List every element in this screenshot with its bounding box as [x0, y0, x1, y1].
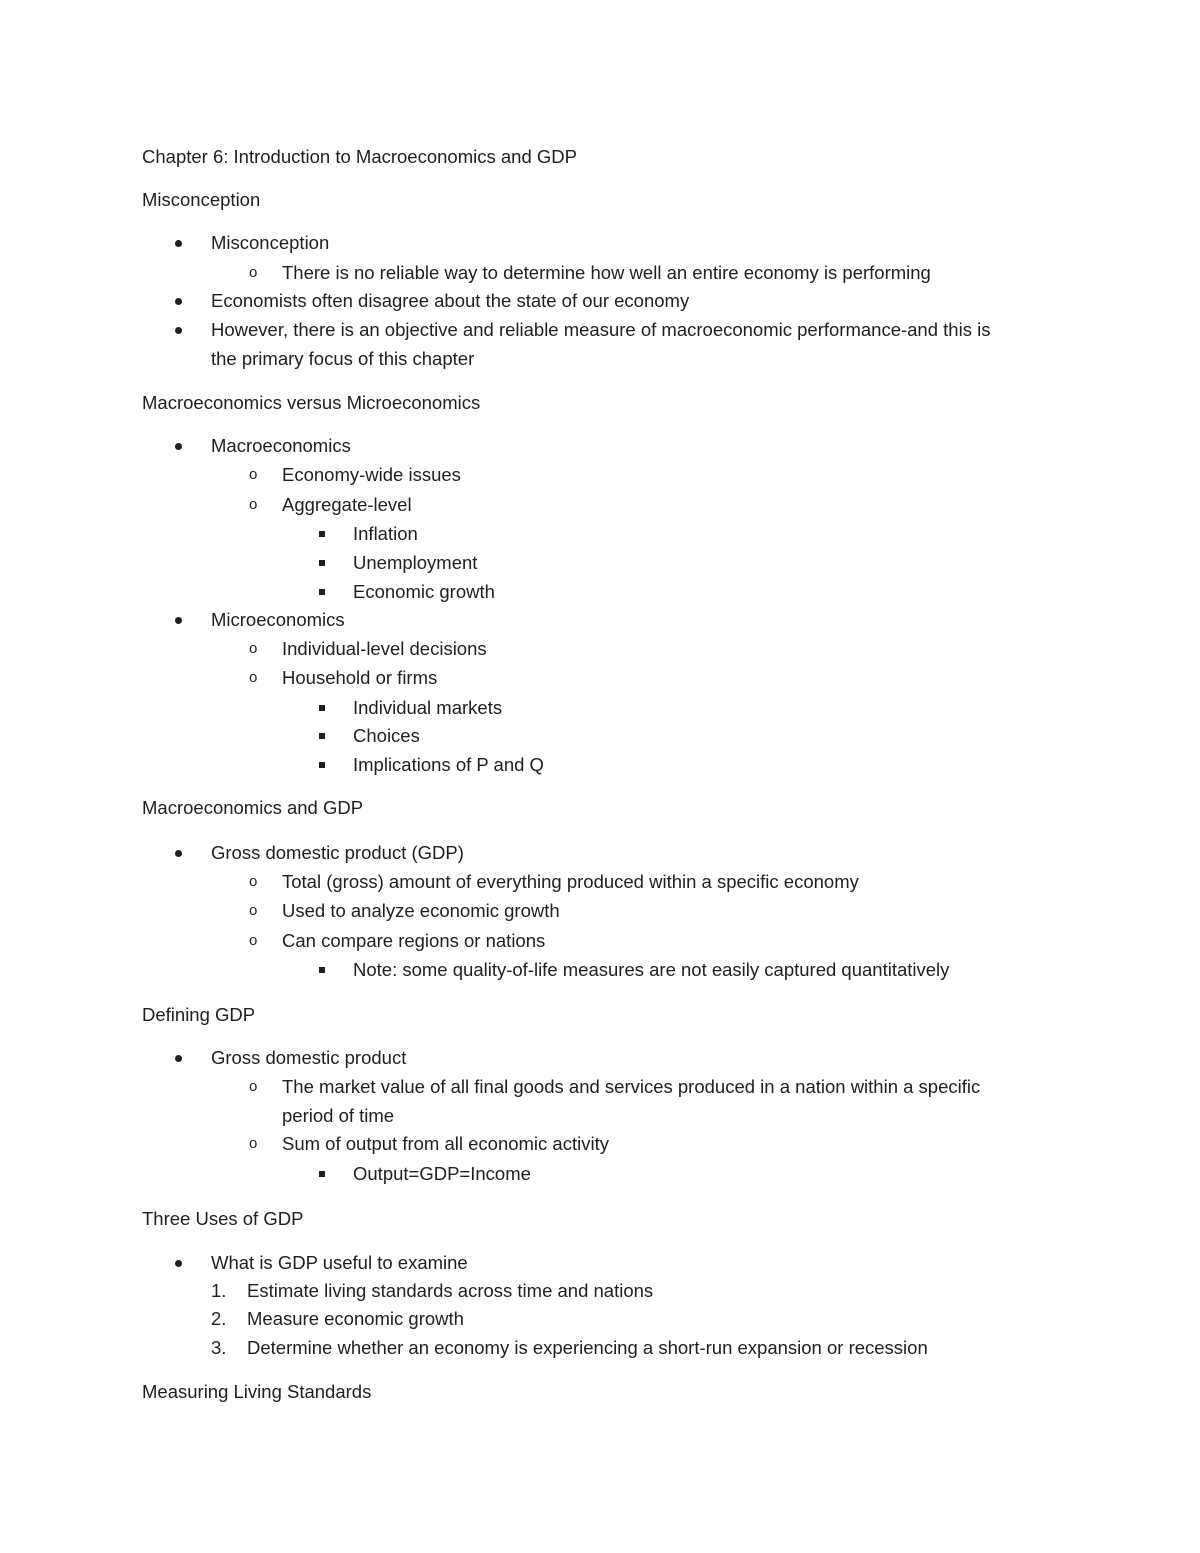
list-item: Gross domestic product	[211, 1047, 407, 1068]
section-heading-defining-gdp: Defining GDP	[142, 1004, 256, 1025]
list-item: Aggregate-level	[282, 494, 412, 515]
section-heading-misconception: Misconception	[142, 189, 261, 210]
bullet-dot-icon	[175, 327, 182, 334]
numbered-item: Estimate living standards across time and nations	[247, 1280, 654, 1301]
list-item: Economic growth	[353, 581, 495, 602]
list-item-continuation: period of time	[282, 1105, 395, 1126]
list-item: However, there is an objective and reliable measure of macroeconomic performance-and this is	[211, 319, 991, 340]
bullet-square-icon	[319, 560, 325, 566]
list-item: Sum of output from all economic activity	[282, 1133, 609, 1154]
list-item: Can compare regions or nations	[282, 930, 546, 951]
bullet-square-icon	[319, 531, 325, 537]
list-item: Unemployment	[353, 552, 478, 573]
list-item-continuation: the primary focus of this chapter	[211, 348, 475, 369]
list-item: Note: some quality-of-life measures are not easily captured quantitatively	[353, 959, 950, 980]
list-item: Economists often disagree about the state of our economy	[211, 290, 690, 311]
document-title: Chapter 6: Introduction to Macroeconomics and GDP	[142, 146, 577, 167]
list-item: Implications of P and Q	[353, 754, 544, 775]
bullet-circle-icon: o	[249, 669, 258, 686]
list-item: Economy-wide issues	[282, 464, 461, 485]
list-item: Gross domestic product (GDP)	[211, 842, 464, 863]
bullet-dot-icon	[175, 443, 182, 450]
bullet-square-icon	[319, 589, 325, 595]
list-item: Microeconomics	[211, 609, 345, 630]
list-number: 2.	[211, 1308, 227, 1329]
list-item: There is no reliable way to determine how well an entire economy is performing	[282, 262, 931, 283]
section-heading-macro-and-gdp: Macroeconomics and GDP	[142, 797, 364, 818]
bullet-square-icon	[319, 1171, 325, 1177]
bullet-dot-icon	[175, 850, 182, 857]
list-item: What is GDP useful to examine	[211, 1252, 468, 1273]
bullet-dot-icon	[175, 1260, 182, 1267]
list-number: 3.	[211, 1337, 227, 1358]
bullet-circle-icon: o	[249, 1078, 258, 1095]
bullet-dot-icon	[175, 617, 182, 624]
bullet-circle-icon: o	[249, 873, 258, 890]
list-item: Total (gross) amount of everything produced within a specific economy	[282, 871, 859, 892]
bullet-dot-icon	[175, 298, 182, 305]
list-number: 1.	[211, 1280, 227, 1301]
list-item: Output=GDP=Income	[353, 1163, 531, 1184]
bullet-circle-icon: o	[249, 1135, 258, 1152]
bullet-circle-icon: o	[249, 496, 258, 513]
list-item: Inflation	[353, 523, 418, 544]
numbered-item: Measure economic growth	[247, 1308, 464, 1329]
bullet-dot-icon	[175, 240, 182, 247]
bullet-circle-icon: o	[249, 932, 258, 949]
section-heading-measuring: Measuring Living Standards	[142, 1381, 372, 1402]
bullet-square-icon	[319, 967, 325, 973]
bullet-circle-icon: o	[249, 264, 258, 281]
section-heading-macro-vs-micro: Macroeconomics versus Microeconomics	[142, 392, 481, 413]
list-item: The market value of all final goods and services produced in a nation within a specific	[282, 1076, 981, 1097]
list-item: Household or firms	[282, 667, 438, 688]
bullet-dot-icon	[175, 1055, 182, 1062]
bullet-circle-icon: o	[249, 466, 258, 483]
bullet-circle-icon: o	[249, 640, 258, 657]
bullet-square-icon	[319, 733, 325, 739]
bullet-square-icon	[319, 705, 325, 711]
bullet-square-icon	[319, 762, 325, 768]
list-item: Individual markets	[353, 697, 503, 718]
list-item: Choices	[353, 725, 420, 746]
numbered-item: Determine whether an economy is experiencing a short-run expansion or recession	[247, 1337, 928, 1358]
list-item: Used to analyze economic growth	[282, 900, 560, 921]
section-heading-three-uses: Three Uses of GDP	[142, 1208, 304, 1229]
list-item: Misconception	[211, 232, 330, 253]
bullet-circle-icon: o	[249, 902, 258, 919]
list-item: Macroeconomics	[211, 435, 351, 456]
list-item: Individual-level decisions	[282, 638, 487, 659]
